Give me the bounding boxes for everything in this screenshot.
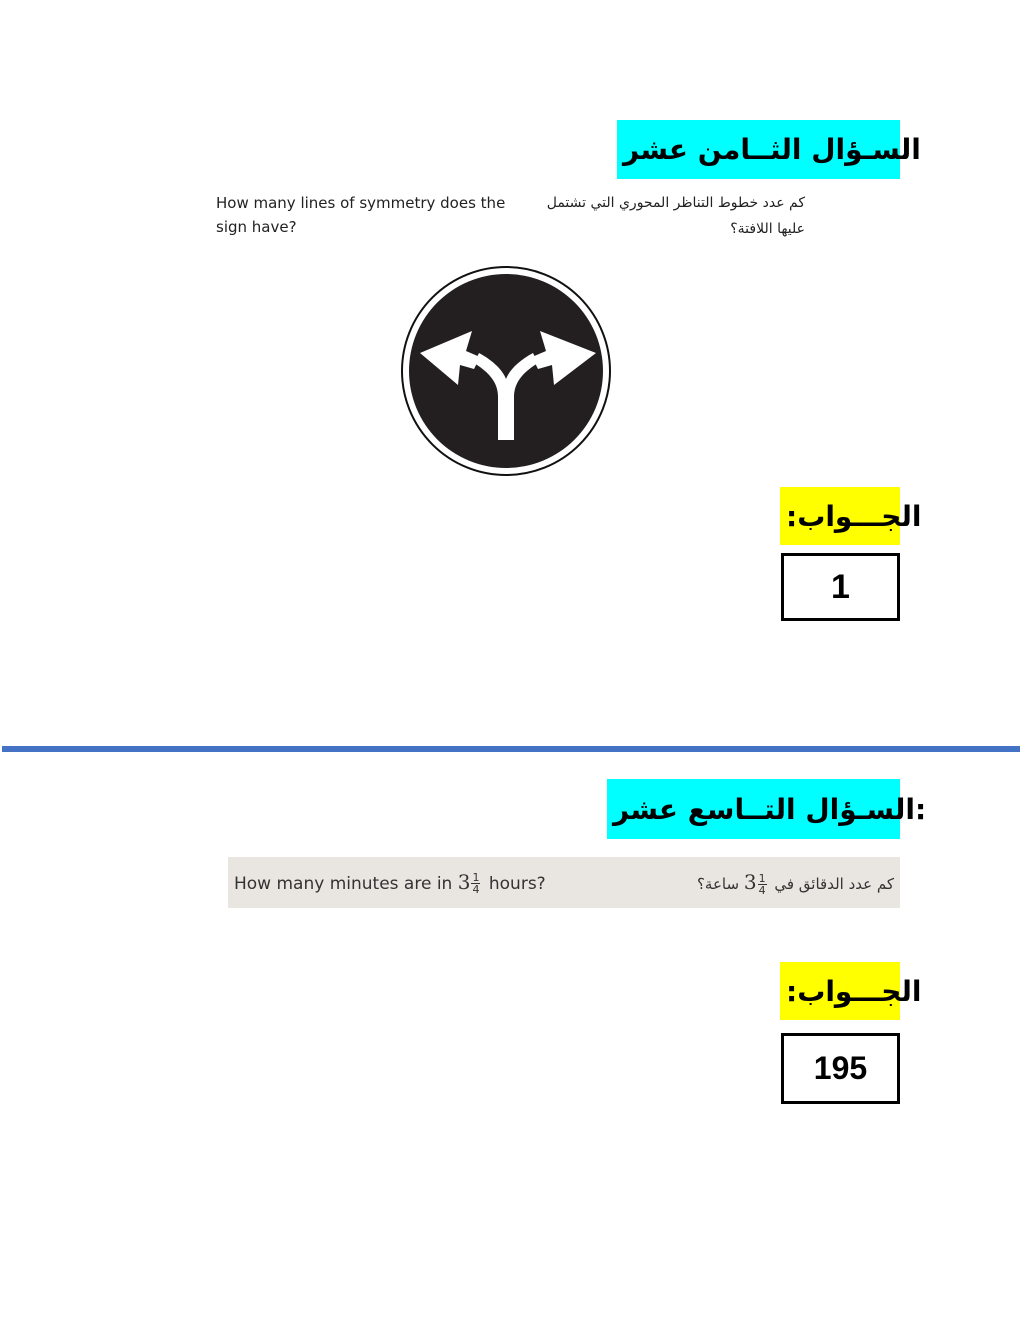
question-19-english xyxy=(234,870,546,896)
fraction-numerator-ar: 1 xyxy=(758,871,766,885)
mixed-number-whole: 3 xyxy=(457,869,471,894)
question-19-arabic-suffix: ساعة؟ xyxy=(696,874,740,893)
question-19-arabic-prefix: كم عدد الدقائق في xyxy=(774,874,894,893)
fraction-denominator-ar: 4 xyxy=(758,883,766,897)
question-18-answer-box xyxy=(781,553,900,621)
fork-arrow-sign-icon xyxy=(400,265,612,477)
question-19-english-suffix: hours? xyxy=(488,873,546,894)
question-18-heading: السـؤال الثــامن عشر xyxy=(617,120,900,179)
fraction-denominator: 4 xyxy=(472,883,480,897)
question-18-answer-label: الجـــواب: xyxy=(780,487,900,545)
question-19-answer-value: 195 xyxy=(813,1050,868,1086)
question-19-heading: :السـؤال التــاسع عشر xyxy=(607,779,900,839)
fraction-numerator: 1 xyxy=(472,871,480,885)
mixed-number-fraction-ar xyxy=(758,873,767,896)
mixed-number-fraction xyxy=(471,872,480,895)
question-18-answer-value: 1 xyxy=(831,567,850,606)
question-19-answer-box xyxy=(781,1033,900,1104)
section-divider xyxy=(2,746,1020,752)
question-19-strip xyxy=(228,857,900,908)
question-18-arabic: كم عدد خطوط التناظر المحوري التي تشتمل عليها اللافتة؟ xyxy=(546,195,805,237)
mixed-number-whole-ar: 3 xyxy=(743,869,757,894)
question-18-english: How many lines of symmetry does the sign have? xyxy=(216,194,506,236)
question-19-answer-label: الجـــواب: xyxy=(780,962,900,1020)
question-19-arabic xyxy=(697,870,894,896)
question-19-english-prefix: How many minutes are in xyxy=(234,873,453,894)
